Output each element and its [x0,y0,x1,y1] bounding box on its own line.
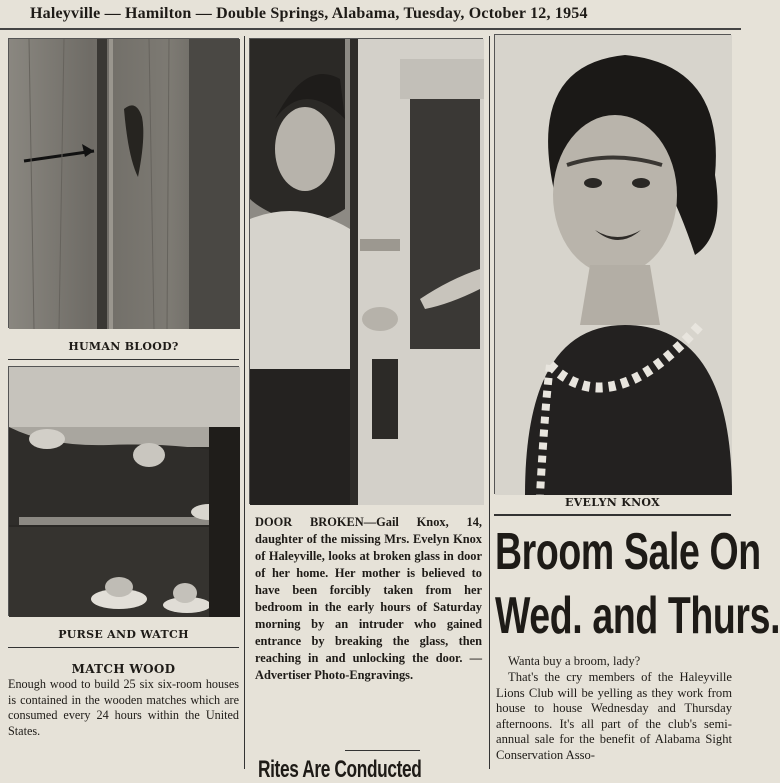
human-blood-caption: HUMAN BLOOD? [68,340,179,353]
bottom-headline-rule [345,750,420,751]
human-blood-photo [8,38,239,328]
bottom-partial-headline: Rites Are Conducted [258,756,422,783]
purse-watch-caption: PURSE AND WATCH [58,628,189,641]
caption-rule-2 [8,647,239,648]
broom-sale-para2: That's the cry members of the Haleyville Lions Club will be yelling as they work from house to house Wednesday and Thursday afternoons. It's all part of the club's semi-annual sale for the benefit of Alabama Sight Conservation Asso- [496,670,732,762]
evelyn-knox-photo [494,34,731,494]
caption-rule-1 [8,359,239,360]
column-rule-right [489,36,490,769]
purse-watch-photo [8,366,239,616]
door-broken-lead: DOOR BROKEN— [255,515,377,529]
door-broken-body: Gail Knox, 14, daughter of the missing Mrs. Evelyn Knox of Haleyville, looks at broken glass in door of her home. Her mother is believed to have been forcibly taken from her bedroom in the early hours of Saturday morning by an intruder who gained entrance by breaking the glass, then reaching in and unlocking the door. —Advertiser Photo-Engravings. [255,515,482,682]
dateline: Haleyville — Hamilton — Double Springs, Alabama, Tuesday, October 12, 1954 [0,0,741,30]
match-wood-body: Enough wood to build 25 six six-room houses is contained in the wooden matches which are consumed every 24 hours within the United States. [8,677,239,738]
match-wood-title: MATCH WOOD [71,662,176,676]
evelyn-knox-caption: EVELYN KNOX [565,496,660,509]
door-broken-photo [249,38,483,504]
broom-sale-headline-line2: Wed. and Thurs. [495,587,780,645]
broom-sale-para1: Wanta buy a broom, lady? [508,654,641,668]
column-rule-left [244,36,245,769]
broom-sale-headline-line1: Broom Sale On [495,523,761,581]
caption-rule-3 [494,514,731,516]
door-broken-caption [255,514,482,684]
